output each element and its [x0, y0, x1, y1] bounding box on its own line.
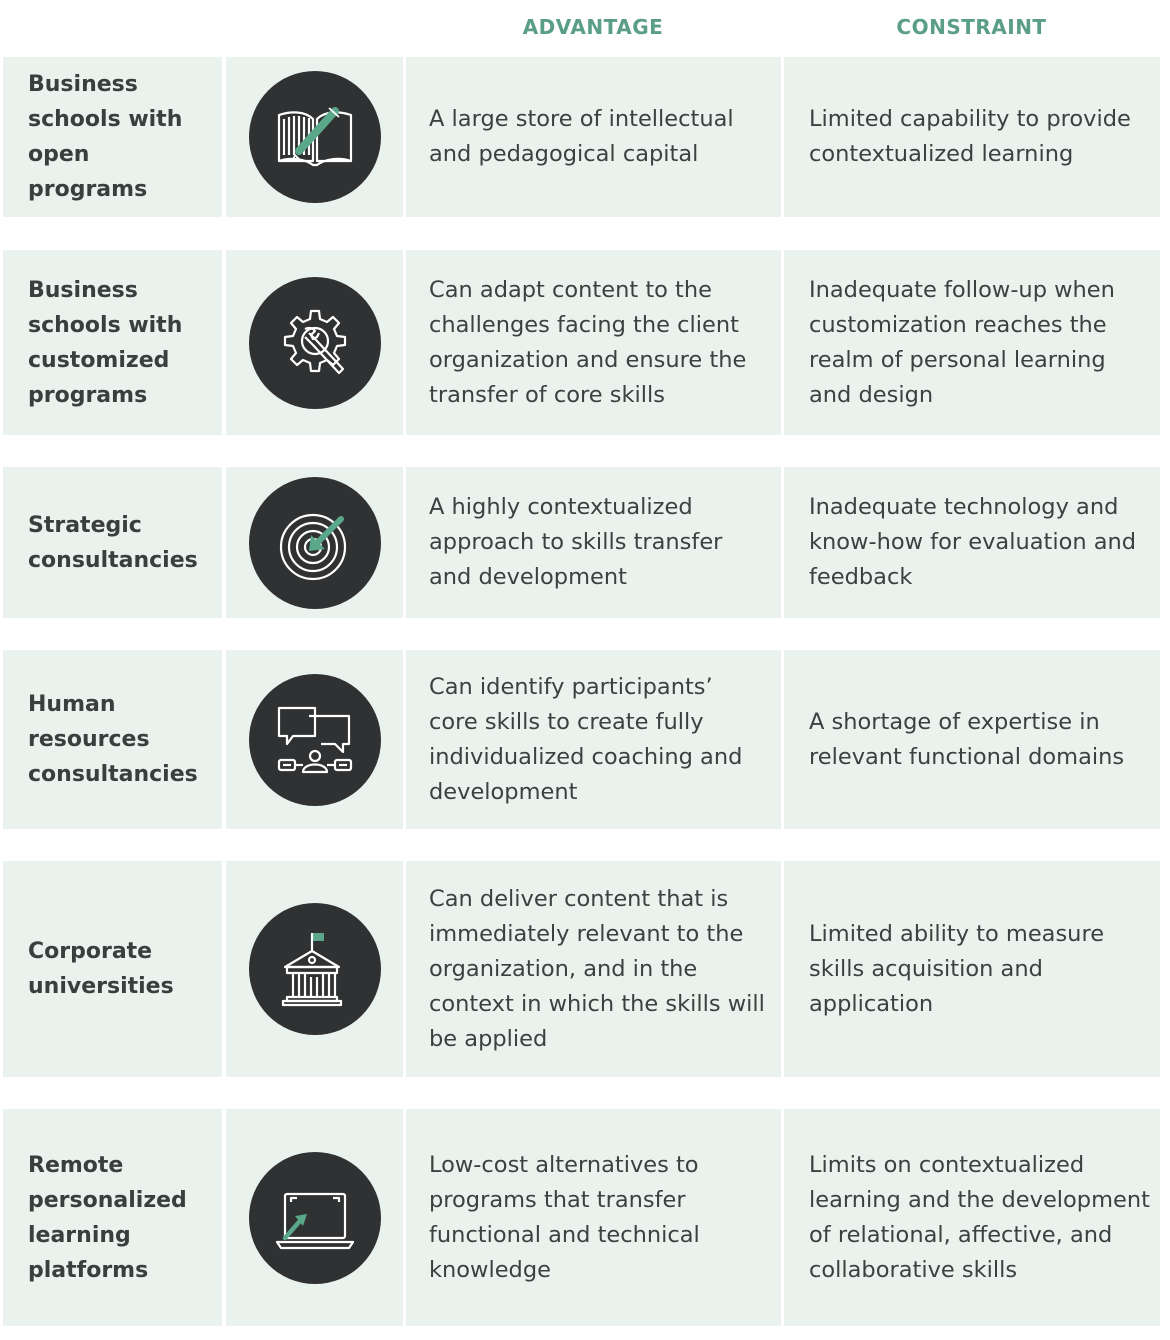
advantage-text: A large store of intellectual and pedagogical capital	[429, 106, 734, 167]
university-building-icon	[249, 903, 381, 1035]
icon-cell	[226, 467, 403, 618]
icon-cell	[226, 250, 403, 435]
provider-name-cell	[3, 467, 222, 618]
provider-name-cell	[3, 57, 222, 217]
table-row	[0, 467, 1170, 618]
advantage-text: A highly contextualized approach to skills transfer and development	[429, 494, 723, 590]
gear-wrench-icon	[249, 277, 381, 409]
target-arrow-icon	[249, 477, 381, 609]
advantage-text: Low-cost alternatives to programs that transfer functional and technical knowledge	[429, 1151, 700, 1283]
provider-name: Remote personalized learning platforms	[28, 1152, 187, 1283]
advantage-cell	[406, 467, 781, 618]
provider-name: Corporate universities	[28, 939, 174, 999]
provider-name: Business schools with customized programs	[28, 277, 183, 408]
table-row	[0, 650, 1170, 829]
constraint-text: Inadequate technology and know-how for evaluation and feedback	[809, 494, 1137, 590]
provider-name-cell	[3, 250, 222, 435]
advantage-text: Can identify participants’ core skills to create fully individualized coaching and development	[429, 673, 743, 805]
table-row	[0, 1109, 1170, 1326]
constraint-text: A shortage of expertise in relevant functional domains	[809, 708, 1125, 770]
constraint-cell	[784, 250, 1160, 435]
icon-cell	[226, 1109, 403, 1326]
table-row	[0, 861, 1170, 1077]
constraint-column-header: CONSTRAINT	[896, 15, 1047, 39]
table-row	[0, 57, 1170, 217]
provider-name: Strategic consultancies	[28, 512, 198, 573]
advantage-cell	[406, 250, 781, 435]
icon-cell	[226, 861, 403, 1077]
advantage-cell	[406, 1109, 781, 1326]
constraint-text: Limits on contextualized learning and the development of relational, affective, and collaborative skills	[809, 1151, 1150, 1283]
advantage-cell	[406, 650, 781, 829]
icon-cell	[226, 650, 403, 829]
constraint-cell	[784, 650, 1160, 829]
laptop-cursor-icon	[249, 1152, 381, 1284]
advantage-text: Can deliver content that is immediately relevant to the organization, and in the context in which the skills will be applied	[429, 885, 765, 1052]
provider-name-cell	[3, 861, 222, 1077]
provider-name-cell	[3, 650, 222, 829]
provider-name-cell	[3, 1109, 222, 1326]
constraint-cell	[784, 467, 1160, 618]
speech-bubbles-person-icon	[249, 674, 381, 806]
constraint-cell	[784, 57, 1160, 217]
provider-name: Human resources consultancies	[28, 692, 198, 787]
advantage-column-header: ADVANTAGE	[522, 15, 664, 39]
constraint-text: Limited capability to provide contextualized learning	[809, 106, 1131, 167]
constraint-text: Inadequate follow-up when customization reaches the realm of personal learning and design	[809, 276, 1115, 408]
advantage-text: Can adapt content to the challenges facing the client organization and ensure the transfer of core skills	[429, 276, 747, 408]
icon-cell	[226, 57, 403, 217]
constraint-cell	[784, 1109, 1160, 1326]
constraint-cell	[784, 861, 1160, 1077]
table-row	[0, 250, 1170, 435]
provider-name: Business schools with open programs	[28, 72, 183, 202]
advantage-cell	[406, 861, 781, 1077]
advantage-cell	[406, 57, 781, 217]
constraint-text: Limited ability to measure skills acquisition and application	[809, 920, 1105, 1017]
open-book-pen-icon	[249, 71, 381, 203]
